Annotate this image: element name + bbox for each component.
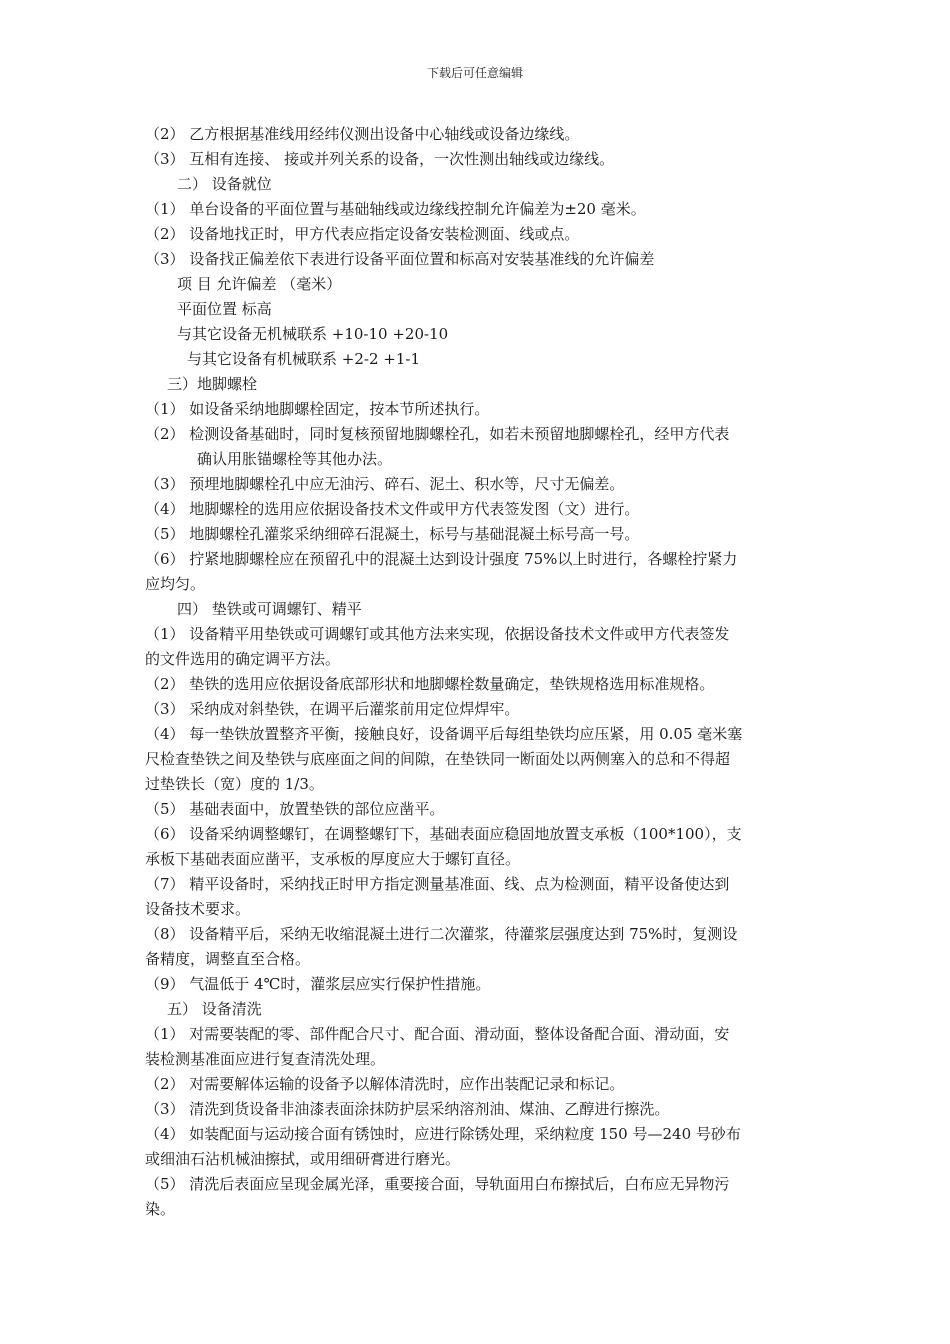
document-body bbox=[145, 122, 810, 1222]
text-line: （3） 互相有连接、 接或并列关系的设备，一次性测出轴线或边缘线。 bbox=[145, 150, 615, 168]
text-line: （1） 设备精平用垫铁或可调螺钉或其他方法来实现，依据设备技术文件或甲方代表签发 bbox=[145, 625, 730, 643]
text-line: 与其它设备无机械联系 +10-10 +20-10 bbox=[177, 325, 449, 343]
text-line: （4） 每一垫铁放置整齐平衡，接触良好，设备调平后每组垫铁均应压紧，用 0.05 毫米塞 bbox=[145, 725, 743, 743]
text-line: 设备技术要求。 bbox=[145, 900, 251, 918]
text-line: 平面位置 标高 bbox=[177, 300, 272, 318]
text-line: （7） 精平设备时，采纳找正时甲方指定测量基准面、线、点为检测面，精平设备使达到 bbox=[145, 875, 730, 893]
text-line: 备精度，调整直至合格。 bbox=[145, 950, 311, 968]
text-line: （3） 采纳成对斜垫铁，在调平后灌浆前用定位焊焊牢。 bbox=[145, 700, 520, 718]
text-line: （2） 检测设备基础时，同时复核预留地脚螺栓孔，如若未预留地脚螺栓孔，经甲方代表 bbox=[145, 425, 730, 443]
text-line: （5） 基础表面中，放置垫铁的部位应凿平。 bbox=[145, 800, 445, 818]
text-line: （1） 如设备采纳地脚螺栓固定，按本节所述执行。 bbox=[145, 400, 490, 418]
text-line: （1） 对需要装配的零、部件配合尺寸、配合面、滑动面，整体设备配合面、滑动面，安 bbox=[145, 1025, 730, 1043]
text-line: （4） 地脚螺栓的选用应依据设备技术文件或甲方代表签发图（文）进行。 bbox=[145, 500, 640, 518]
text-line: （5） 地脚螺栓孔灌浆采纳细碎石混凝土，标号与基础混凝土标号高一号。 bbox=[145, 525, 640, 543]
text-line: 过垫铁长（宽）度的 1/3。 bbox=[145, 775, 324, 793]
text-line: 二） 设备就位 bbox=[177, 175, 272, 193]
text-line: 与其它设备有机械联系 +2-2 +1-1 bbox=[187, 350, 420, 368]
text-line: （8） 设备精平后，采纳无收缩混凝土进行二次灌浆，待灌浆层强度达到 75%时，复测设 bbox=[145, 925, 738, 943]
page-header: 下载后可任意编辑 bbox=[426, 66, 523, 80]
text-line: 确认用胀锚螺栓等其他办法。 bbox=[197, 450, 393, 468]
text-line: （5） 清洗后表面应呈现金属光泽，重要接合面，导轨面用白布擦拭后，白布应无异物污 bbox=[145, 1175, 730, 1193]
text-line: 染。 bbox=[145, 1200, 176, 1218]
text-line: （6） 拧紧地脚螺栓应在预留孔中的混凝土达到设计强度 75%以上时进行，各螺栓拧紧力 bbox=[145, 550, 738, 568]
text-line: 或细油石沾机械油擦拭，或用细研膏进行磨光。 bbox=[145, 1150, 461, 1168]
text-line: （3） 清洗到货设备非油漆表面涂抹防护层采纳溶剂油、煤油、乙醇进行擦洗。 bbox=[145, 1100, 670, 1118]
text-line: 承板下基础表面应凿平，支承板的厚度应大于螺钉直径。 bbox=[145, 850, 521, 868]
text-line: 的文件选用的确定调平方法。 bbox=[145, 650, 341, 668]
text-line: （3） 预埋地脚螺栓孔中应无油污、碎石、泥土、积水等，尺寸无偏差。 bbox=[145, 475, 625, 493]
text-line: （6） 设备采纳调整螺钉，在调整螺钉下，基础表面应稳固地放置支承板（100*100），支 bbox=[145, 825, 742, 843]
text-line: （3） 设备找正偏差依下表进行设备平面位置和标高对安装基准线的允许偏差 bbox=[145, 250, 655, 268]
text-line: 项 目 允许偏差 （毫米） bbox=[177, 275, 342, 293]
text-line: 三）地脚螺栓 bbox=[167, 375, 258, 393]
text-line: 尺检查垫铁之间及垫铁与底座面之间的间隙，在垫铁同一断面处以两侧塞入的总和不得超 bbox=[145, 750, 731, 768]
text-line: （2） 设备地找正时，甲方代表应指定设备安装检测面、线或点。 bbox=[145, 225, 580, 243]
text-line: （1） 单台设备的平面位置与基础轴线或边缘线控制允许偏差为±20 毫米。 bbox=[145, 200, 646, 218]
text-line: 装检测基准面应进行复查清洗处理。 bbox=[145, 1050, 386, 1068]
text-line: （2） 垫铁的选用应依据设备底部形状和地脚螺栓数量确定，垫铁规格选用标准规格。 bbox=[145, 675, 715, 693]
text-line: （9） 气温低于 4℃时，灌浆层应实行保护性措施。 bbox=[145, 975, 491, 993]
text-line: （2） 乙方根据基准线用经纬仪测出设备中心轴线或设备边缘线。 bbox=[145, 125, 580, 143]
text-line: （4） 如装配面与运动接合面有锈蚀时，应进行除锈处理，采纳粒度 150 号—240 号砂布 bbox=[145, 1125, 741, 1143]
text-line: 应均匀。 bbox=[145, 575, 206, 593]
text-line: （2） 对需要解体运输的设备予以解体清洗时，应作出装配记录和标记。 bbox=[145, 1075, 625, 1093]
text-line: 四） 垫铁或可调螺钉、精平 bbox=[177, 600, 362, 618]
text-line: 五） 设备清洗 bbox=[167, 1000, 262, 1018]
